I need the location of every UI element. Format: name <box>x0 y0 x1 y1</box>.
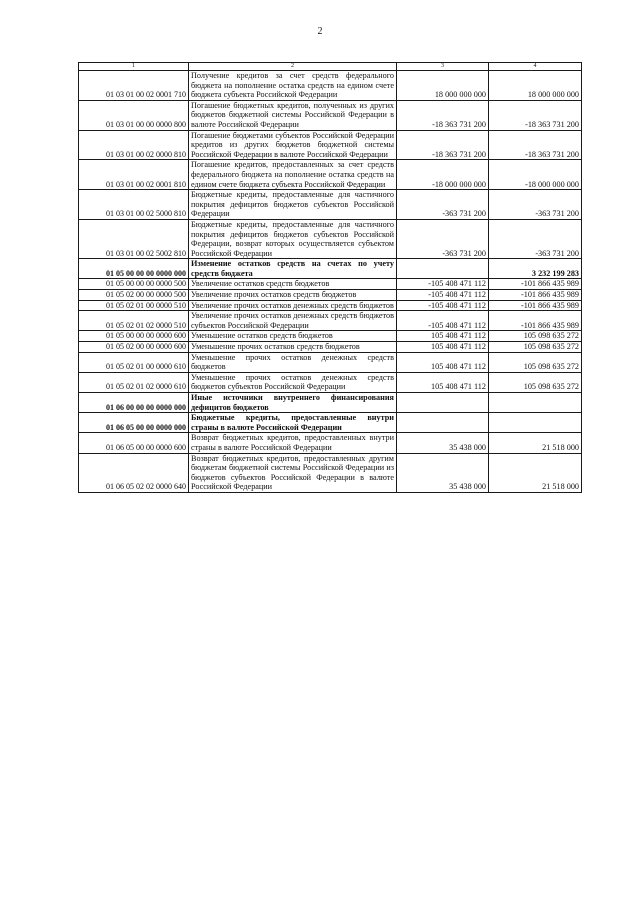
table-row <box>79 413 582 433</box>
amount-col3-cell: 105 408 471 112 <box>397 352 489 372</box>
budget-code-cell: 01 06 05 00 00 0000 600 <box>79 433 189 453</box>
description-cell: Уменьшение прочих остатков средств бюджетов <box>189 342 397 353</box>
amount-col3-cell <box>397 413 489 433</box>
budget-code-cell: 01 06 05 02 02 0000 640 <box>79 453 189 492</box>
amount-col3-cell: -105 408 471 112 <box>397 290 489 301</box>
amount-col3-cell: 18 000 000 000 <box>397 71 489 101</box>
amount-col4-cell <box>489 393 582 413</box>
column-number-4: 4 <box>489 63 582 71</box>
budget-code-cell: 01 06 05 00 00 0000 000 <box>79 413 189 433</box>
description-cell: Возврат бюджетных кредитов, предоставленных другим бюджетам бюджетной системы Российской Федерации из бюджетов субъектов Российской Федерации в валюте Российской Федерации <box>189 453 397 492</box>
table-row <box>79 71 582 101</box>
budget-code-cell: 01 06 00 00 00 0000 000 <box>79 393 189 413</box>
amount-col3-cell: -105 408 471 112 <box>397 300 489 311</box>
amount-col3-cell: 35 438 000 <box>397 433 489 453</box>
description-cell: Уменьшение прочих остатков денежных средств бюджетов <box>189 352 397 372</box>
amount-col3-cell: -105 408 471 112 <box>397 311 489 331</box>
table-row <box>79 190 582 220</box>
budget-code-cell: 01 03 01 00 02 5000 810 <box>79 190 189 220</box>
description-cell: Бюджетные кредиты, предоставленные для частичного покрытия дефицитов бюджетов субъектов Российской Федерации <box>189 190 397 220</box>
table-row <box>79 372 582 392</box>
table-row <box>79 300 582 311</box>
table-row <box>79 219 582 258</box>
budget-code-cell: 01 03 01 00 02 0001 810 <box>79 160 189 190</box>
page-number: 2 <box>317 26 323 37</box>
table-row <box>79 160 582 190</box>
budget-code-cell: 01 03 01 00 02 0000 810 <box>79 130 189 160</box>
table-row <box>79 453 582 492</box>
budget-code-cell: 01 05 02 01 02 0000 510 <box>79 311 189 331</box>
description-cell: Увеличение остатков средств бюджетов <box>189 279 397 290</box>
column-number-3: 3 <box>397 63 489 71</box>
amount-col3-cell <box>397 393 489 413</box>
table-row <box>79 130 582 160</box>
description-cell: Бюджетные кредиты, предоставленные для частичного покрытия дефицитов бюджетов субъектов Российской Федерации, возврат которых осуществляется субъектом Российской Федерации <box>189 219 397 258</box>
table-row <box>79 290 582 301</box>
amount-col4-cell: -363 731 200 <box>489 190 582 220</box>
amount-col4-cell: -101 866 435 989 <box>489 311 582 331</box>
budget-code-cell: 01 05 02 01 00 0000 510 <box>79 300 189 311</box>
description-cell: Уменьшение остатков средств бюджетов <box>189 331 397 342</box>
amount-col4-cell: 21 518 000 <box>489 433 582 453</box>
amount-col4-cell <box>489 413 582 433</box>
column-number-2: 2 <box>189 63 397 71</box>
amount-col4-cell: 18 000 000 000 <box>489 71 582 101</box>
budget-code-cell: 01 05 00 00 00 0000 000 <box>79 259 189 279</box>
amount-col3-cell: -18 363 731 200 <box>397 130 489 160</box>
description-cell: Погашение бюджетами субъектов Российской Федерации кредитов из других бюджетов бюджетной системы Российской Федерации в валюте Российской Федерации <box>189 130 397 160</box>
budget-code-cell: 01 05 00 00 00 0000 500 <box>79 279 189 290</box>
amount-col4-cell: -18 363 731 200 <box>489 130 582 160</box>
budget-code-cell: 01 05 02 01 02 0000 610 <box>79 372 189 392</box>
description-cell: Увеличение прочих остатков средств бюджетов <box>189 290 397 301</box>
budget-code-cell: 01 05 02 00 00 0000 600 <box>79 342 189 353</box>
table-row <box>79 311 582 331</box>
table-row <box>79 393 582 413</box>
table-row <box>79 100 582 130</box>
amount-col3-cell: -105 408 471 112 <box>397 279 489 290</box>
description-cell: Иные источники внутреннего финансирования дефицитов бюджетов <box>189 393 397 413</box>
table-row <box>79 259 582 279</box>
amount-col3-cell: -18 000 000 000 <box>397 160 489 190</box>
budget-code-cell: 01 05 02 00 00 0000 500 <box>79 290 189 301</box>
table-row <box>79 279 582 290</box>
amount-col4-cell: 21 518 000 <box>489 453 582 492</box>
amount-col4-cell: -101 866 435 989 <box>489 300 582 311</box>
amount-col4-cell: 105 098 635 272 <box>489 372 582 392</box>
amount-col4-cell: -363 731 200 <box>489 219 582 258</box>
amount-col4-cell: -101 866 435 989 <box>489 279 582 290</box>
budget-code-cell: 01 05 00 00 00 0000 600 <box>79 331 189 342</box>
budget-code-cell: 01 03 01 00 02 5002 810 <box>79 219 189 258</box>
description-cell: Получение кредитов за счет средств федерального бюджета на пополнение остатка средств на едином счете бюджета субъекта Российской Федерации <box>189 71 397 101</box>
amount-col4-cell: -18 000 000 000 <box>489 160 582 190</box>
description-cell: Увеличение прочих остатков денежных средств бюджетов <box>189 300 397 311</box>
budget-code-cell: 01 03 01 00 02 0001 710 <box>79 71 189 101</box>
amount-col3-cell: 105 408 471 112 <box>397 331 489 342</box>
table-row <box>79 352 582 372</box>
table-row <box>79 331 582 342</box>
description-cell: Увеличение прочих остатков денежных средств бюджетов субъектов Российской Федерации <box>189 311 397 331</box>
amount-col4-cell: 3 232 199 283 <box>489 259 582 279</box>
amount-col4-cell: 105 098 635 272 <box>489 352 582 372</box>
column-number-1: 1 <box>79 63 189 71</box>
description-cell: Изменение остатков средств на счетах по учету средств бюджета <box>189 259 397 279</box>
budget-sources-table <box>78 62 582 493</box>
description-cell: Погашение бюджетных кредитов, полученных из других бюджетов бюджетной системы Российской Федерации в валюте Российской Федерации <box>189 100 397 130</box>
column-number-row <box>79 63 582 71</box>
amount-col3-cell: -363 731 200 <box>397 190 489 220</box>
amount-col4-cell: 105 098 635 272 <box>489 342 582 353</box>
amount-col3-cell: -18 363 731 200 <box>397 100 489 130</box>
table-row <box>79 433 582 453</box>
amount-col3-cell: 35 438 000 <box>397 453 489 492</box>
table-row <box>79 342 582 353</box>
budget-code-cell: 01 03 01 00 00 0000 800 <box>79 100 189 130</box>
description-cell: Уменьшение прочих остатков денежных средств бюджетов субъектов Российской Федерации <box>189 372 397 392</box>
amount-col3-cell <box>397 259 489 279</box>
amount-col4-cell: -101 866 435 989 <box>489 290 582 301</box>
amount-col3-cell: 105 408 471 112 <box>397 372 489 392</box>
description-cell: Бюджетные кредиты, предоставленные внутри страны в валюте Российской Федерации <box>189 413 397 433</box>
budget-code-cell: 01 05 02 01 00 0000 610 <box>79 352 189 372</box>
description-cell: Возврат бюджетных кредитов, предоставленных внутри страны в валюте Российской Федерации <box>189 433 397 453</box>
amount-col3-cell: 105 408 471 112 <box>397 342 489 353</box>
amount-col4-cell: 105 098 635 272 <box>489 331 582 342</box>
description-cell: Погашение кредитов, предоставленных за счет средств федерального бюджета на пополнение остатка средств на едином счете бюджета субъекта Российской Федерации <box>189 160 397 190</box>
amount-col4-cell: -18 363 731 200 <box>489 100 582 130</box>
amount-col3-cell: -363 731 200 <box>397 219 489 258</box>
